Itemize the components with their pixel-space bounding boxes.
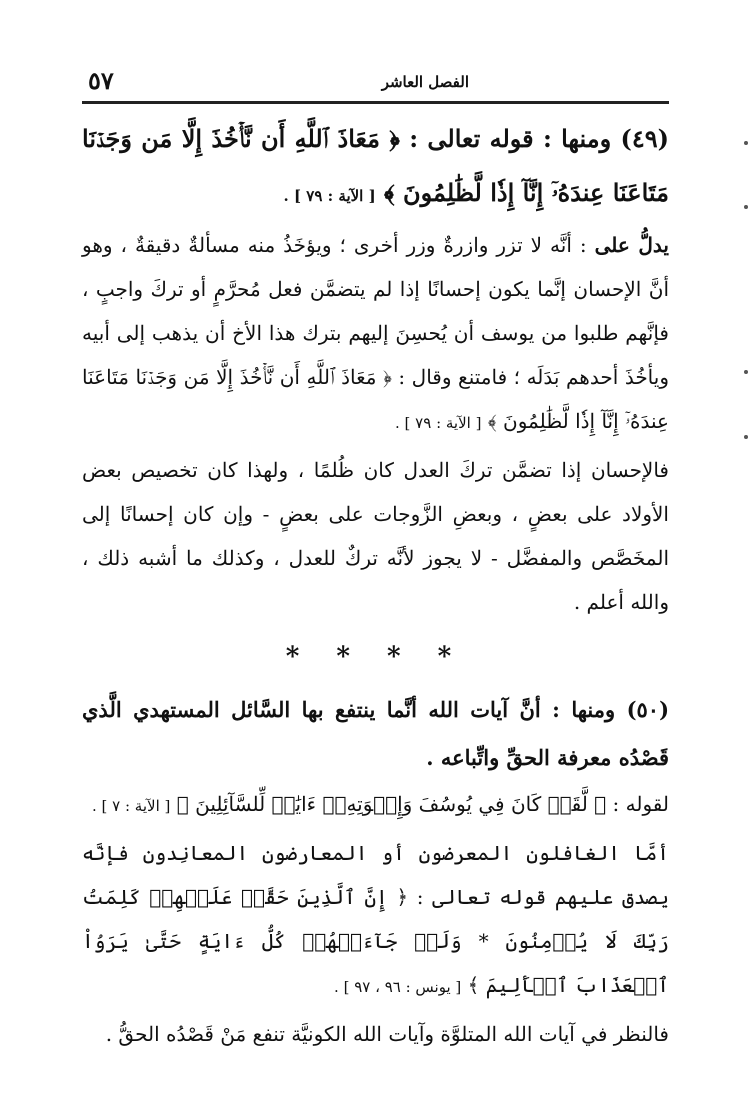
- section-49-heading-text: (٤٩) ومنها : قوله تعالى : ﴿ مَعَاذَ ٱللَّهِ أَن نَّأۡخُذَ إِلَّا مَن وَجَدۡنَا مَتَاعَنَا عِندَهُۥٓ إِنَّآ إِذٗا لَّظَٰلِمُونَ ﴾: [82, 124, 669, 207]
- page-content: [82, 112, 669, 1056]
- section-separator: * * * *: [285, 642, 466, 672]
- section-50-paragraph-2: [82, 831, 669, 1009]
- section-49-lead: يدلُّ على: [594, 233, 669, 257]
- page-number: ٥٧: [88, 66, 114, 95]
- section-49-heading-ref: [ الآية : ٧٩ ] .: [283, 187, 376, 205]
- margin-dot: [744, 141, 748, 145]
- section-49-heading: [82, 112, 669, 223]
- section-50-paragraph-1: [82, 782, 669, 828]
- section-50-paragraph-2-ref: [ يونس : ٩٦ ، ٩٧ ] .: [334, 978, 462, 996]
- section-50-paragraph-2-text: أمَّا الغافلون المعرضون أو المعارضون المعانِدون فإنَّه يصدق عليهم قوله تعالى : ﴿ إِنَّ ٱلَّذِينَ حَقَّتۡ عَلَيۡهِمۡ كَلِمَتُ رَبِّكَ لَا يُؤۡمِنُونَ * وَلَوۡ جَآءَتۡهُمۡ كُلُّ ءَايَةٍ حَتَّىٰ يَرَوُاْ ٱلۡعَذَابَ ٱلۡأَلِيمَ ﴾: [82, 841, 669, 997]
- section-49-paragraph-1-ref: [ الآية : ٧٩ ] .: [395, 414, 482, 432]
- page-header: [82, 62, 669, 100]
- section-49-paragraph-1-text: : أنَّه لا تزر وازرةٌ وزر أخرى ؛ ويؤخَذُ منه مسألةٌ دقيقةٌ ، وهو أنَّ الإحسان إنَّما يكون إحسانًا إذا لم يتضمَّن فعل مُحرَّمٍ أو تركَ واجبٍ ، فإنَّهم طلبوا من يوسف أن يُحسِنَ إليهم بترك هذا الأخ أن يذهب إلى أبيه ويأخُذَ أحدهم بَدَلَه ؛ فامتنع وقال : ﴿ مَعَاذَ ٱللَّهِ أَن نَّأۡخُذَ إِلَّا مَن وَجَدۡنَا مَتَاعَنَا عِندَهُۥٓ إِنَّآ إِذٗا لَّظَٰلِمُونَ ﴾: [82, 233, 669, 433]
- section-49-paragraph-1: [82, 223, 669, 445]
- section-50-heading: (٥٠) ومنها : أنَّ آيات الله أنَّما ينتفع بها السَّائل المستهدي الَّذي قَصْدُه معرفة الحقِّ واتِّباعه .: [82, 697, 669, 770]
- margin-dot: [744, 370, 748, 374]
- chapter-title: الفصل العاشر: [381, 73, 469, 91]
- margin-dot: [744, 435, 748, 439]
- section-50-paragraph-1-text: لقوله : ﴿ لَّقَدۡ كَانَ فِي يُوسُفَ وَإِخۡوَتِهِۦٓ ءَايَٰتٞ لِّلسَّآئِلِينَ ﴾: [176, 792, 669, 816]
- section-49-paragraph-2: فالإحسان إذا تضمَّن تركَ العدل كان ظُلمًا ، ولهذا كان تخصيص بعض الأولاد على بعضٍ ، وبعضِ الزَّوجات على بعضٍ - وإن كان إحسانًا إلى المخَصَّص والمفضَّل - لا يجوز لأنَّه تركٌ للعدل ، وكذلك ما أشبه ذلك ، والله أعلم .: [82, 458, 669, 614]
- header-divider: [82, 101, 669, 104]
- section-50-paragraph-3: فالنظر في آيات الله المتلوَّة وآيات الله الكونيَّة تنفع مَنْ قَصْدُه الحقُّ .: [105, 1022, 669, 1046]
- section-50-paragraph-1-ref: [ الآية : ٧ ] .: [92, 797, 171, 815]
- margin-dot: [744, 205, 748, 209]
